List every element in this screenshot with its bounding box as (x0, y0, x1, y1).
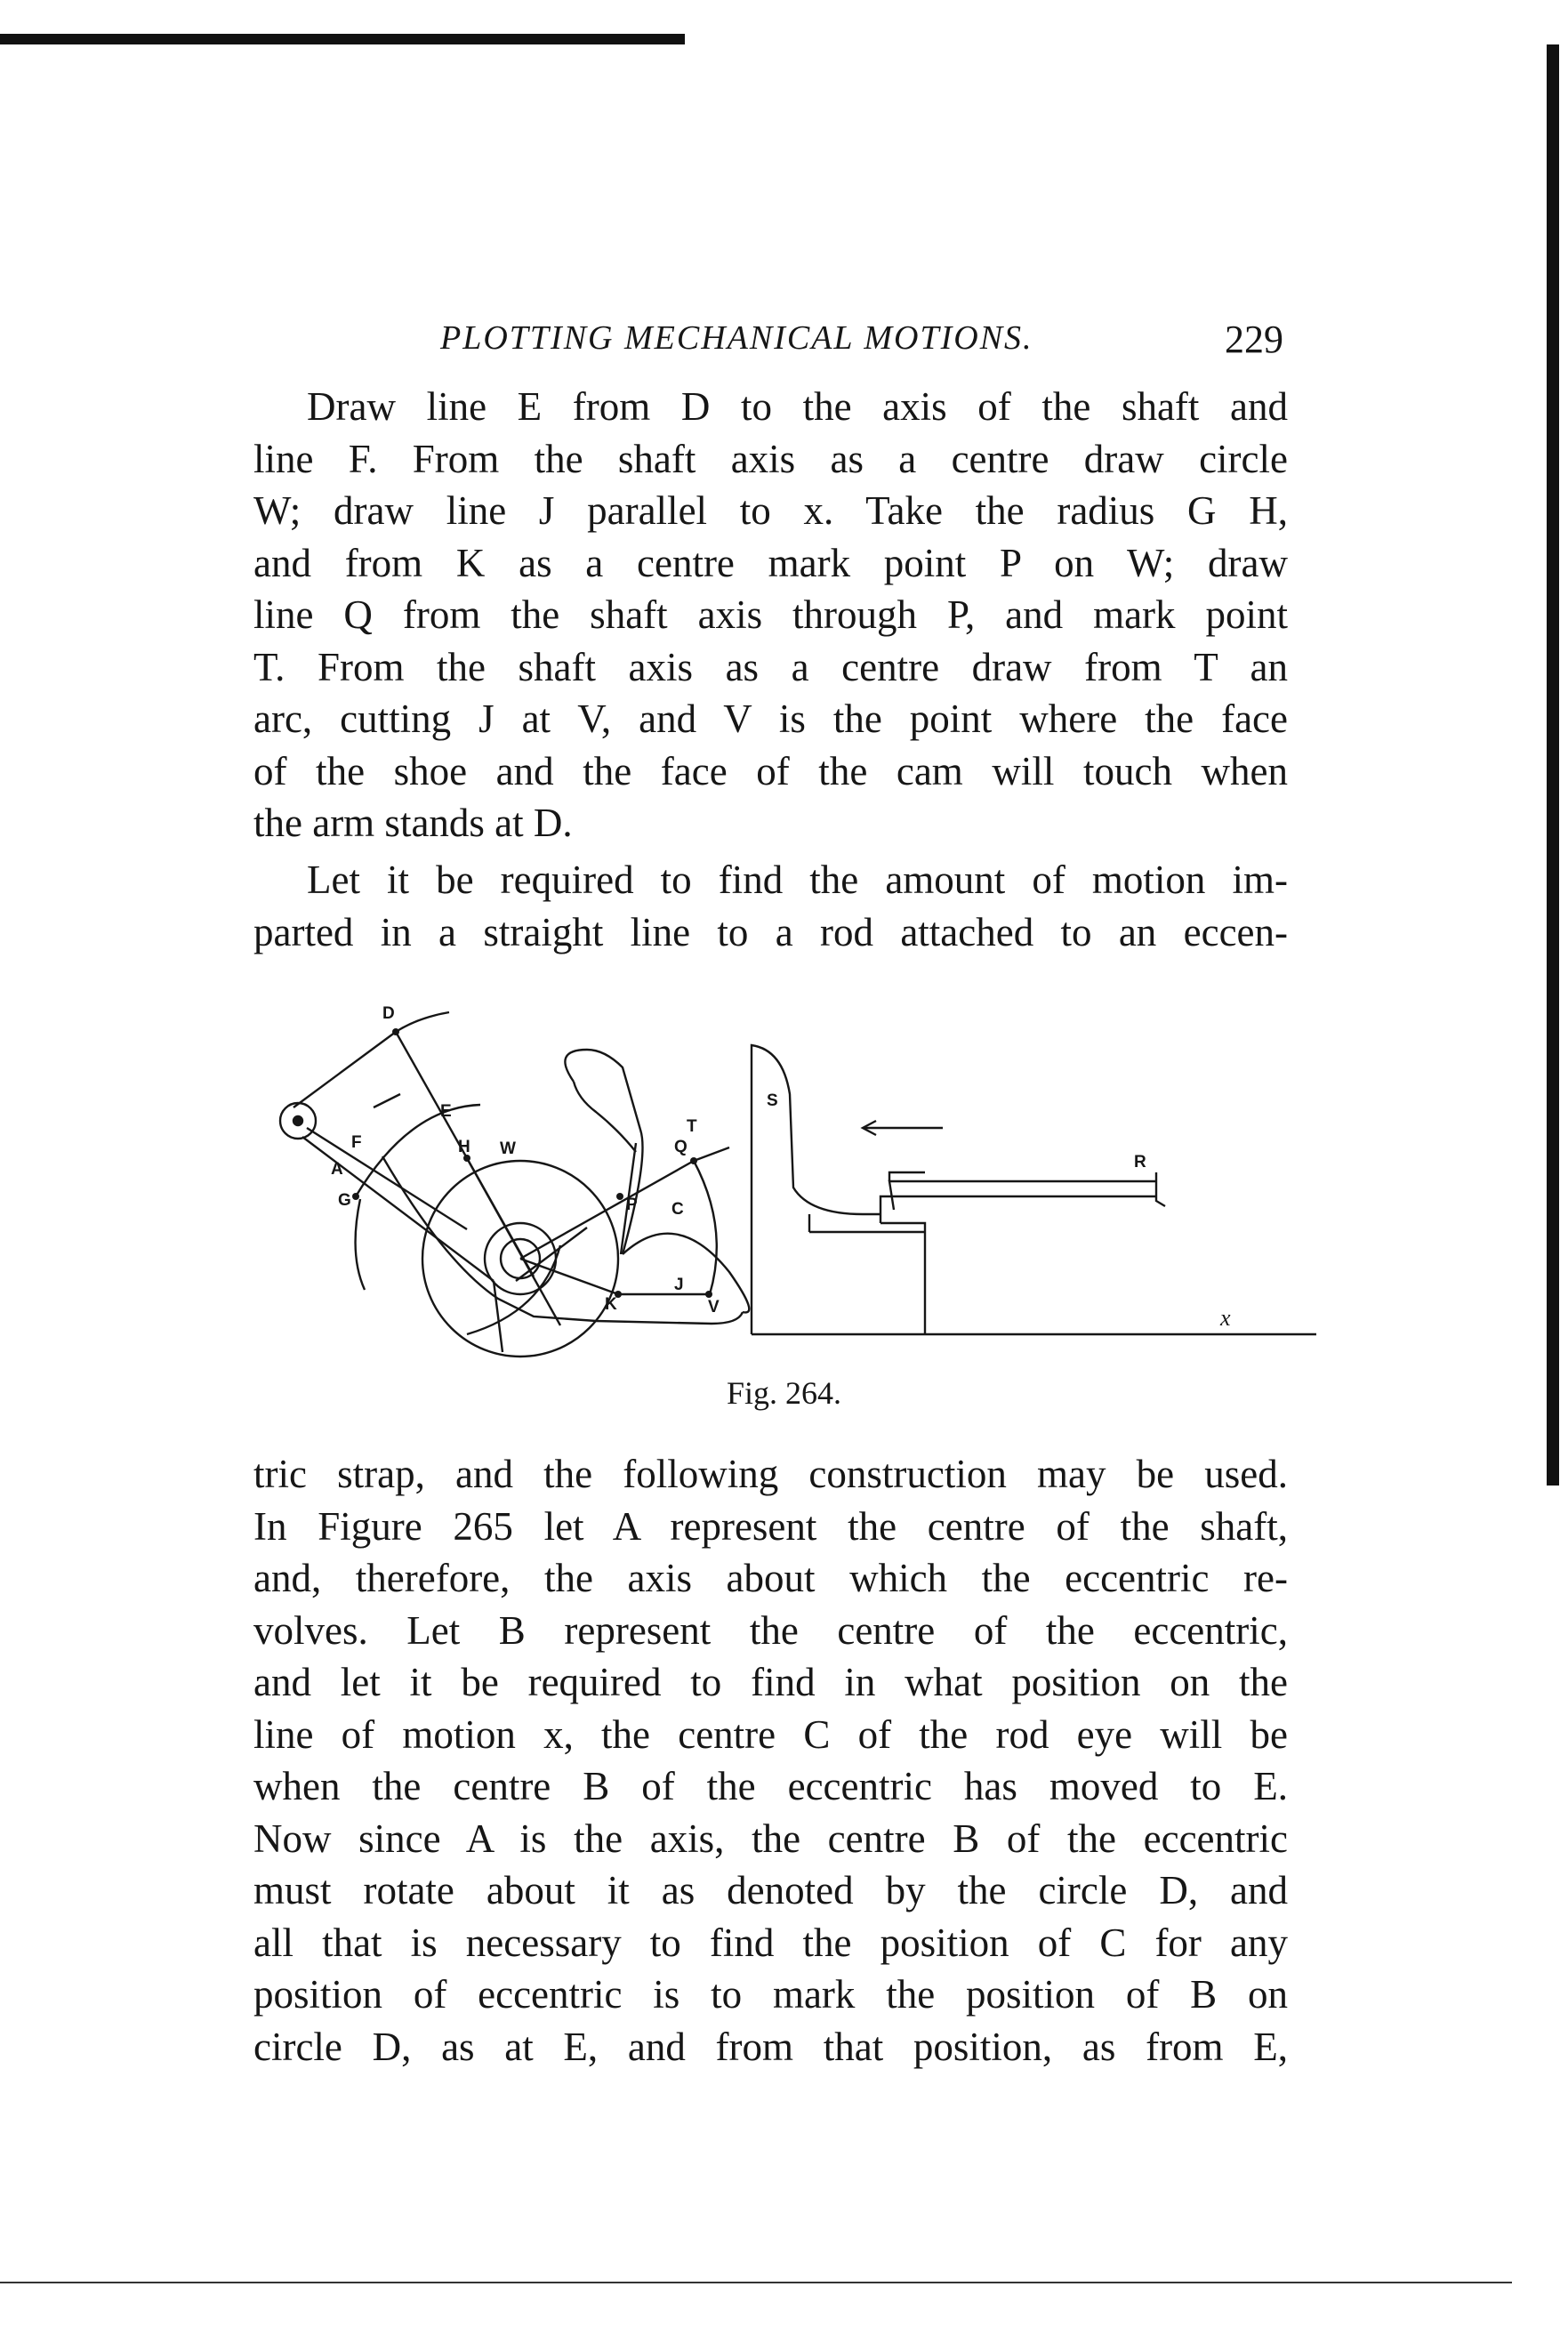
rod-top-lip (889, 1172, 925, 1181)
line-to-axis (494, 1281, 503, 1352)
text-line: position of eccentric is to mark the position of B on (253, 1972, 1288, 2017)
label-S: S (767, 1091, 778, 1110)
paragraph-1 (253, 381, 1288, 849)
label-W: W (500, 1139, 516, 1158)
rod-bracket (880, 1223, 925, 1334)
label-F: F (351, 1133, 362, 1152)
label-A: A (331, 1160, 343, 1179)
cam-profile (623, 1234, 749, 1313)
label-C: C (671, 1200, 684, 1219)
arc-D (396, 1012, 449, 1032)
point-T (690, 1157, 697, 1164)
text-line: line of motion x, the centre C of the rod eye will be (253, 1711, 1288, 1757)
paragraph-3 (253, 1448, 1288, 2073)
label-K: K (605, 1295, 617, 1314)
page-number: 229 (1225, 318, 1283, 361)
line-Q-extension (694, 1147, 729, 1161)
arm-upper-line (293, 1032, 396, 1107)
figure-caption: Fig. 264. (726, 1375, 842, 1411)
point-D (392, 1028, 399, 1035)
text-line: and, therefore, the axis about which the eccentric re- (253, 1556, 1288, 1600)
text-line: must rotate about it as denoted by the circle D, and (253, 1868, 1288, 1912)
text-line: line Q from the shaft axis through P, and mark point (253, 592, 1288, 637)
line-Q (520, 1161, 694, 1259)
page-header (253, 313, 1292, 366)
label-G: G (338, 1191, 351, 1210)
text-line: arc, cutting J at V, and V is the point where the face (253, 696, 1288, 741)
text-line: Now since A is the axis, the centre B of the eccentric (253, 1816, 1288, 1861)
text-line: all that is necessary to find the position of C for any (253, 1920, 1288, 1965)
point-G (352, 1193, 359, 1200)
point-V (705, 1291, 712, 1298)
scan-edge-right (1547, 44, 1559, 1486)
paragraph-2 (253, 854, 1288, 958)
text-line: parted in a straight line to a rod attached to an eccen- (253, 909, 1288, 954)
arc-G-lower (356, 1199, 365, 1290)
line-H (467, 1158, 560, 1325)
text-line: line F. From the shaft axis as a centre draw circle (253, 436, 1288, 481)
line-P (520, 1259, 618, 1294)
cam-lower-edge (382, 1156, 743, 1324)
label-T: T (687, 1117, 697, 1136)
label-D: D (382, 1004, 395, 1023)
shoe-S-outline (752, 1045, 880, 1334)
text-line: and from K as a centre mark point P on W; draw (253, 540, 1288, 585)
text-line: the arm stands at D. (253, 801, 573, 845)
text-line: In Figure 265 let A represent the centre of the shaft, (253, 1503, 1288, 1549)
rod-end (1156, 1172, 1165, 1206)
text-line: when the centre B of the eccentric has moved to E. (253, 1764, 1288, 1808)
label-x: x (1220, 1305, 1231, 1331)
label-R: R (1134, 1153, 1146, 1172)
point-P (616, 1193, 623, 1200)
text-line: circle D, as at E, and from that position, as from E, (253, 2024, 1288, 2069)
label-V: V (708, 1298, 720, 1316)
cam-edge-small (374, 1094, 400, 1107)
text-line: Let it be required to find the amount of motion im- (307, 858, 1288, 902)
label-H: H (458, 1138, 470, 1156)
text-line: Draw line E from D to the axis of the shaft and (307, 384, 1288, 429)
running-title: PLOTTING MECHANICAL MOTIONS. (440, 319, 1033, 357)
label-J: J (674, 1276, 684, 1294)
text-line: tric strap, and the following construction may be used. (253, 1452, 1288, 1496)
scan-edge-top (0, 34, 685, 44)
text-line: T. From the shaft axis as a centre draw from T an (253, 644, 1288, 689)
cam-nose-inner (574, 1082, 636, 1152)
scan-edge-bottom (0, 2282, 1512, 2283)
text-line: W; draw line J parallel to x. Take the radius G H, (253, 488, 1288, 533)
text-line: of the shoe and the face of the cam will touch when (253, 748, 1288, 793)
label-Q: Q (674, 1138, 688, 1156)
line-F (307, 1128, 467, 1229)
cam-nose (565, 1050, 642, 1254)
label-P: P (626, 1196, 638, 1214)
arc-T (694, 1161, 717, 1294)
figure-264 (267, 996, 1316, 1370)
text-line: and let it be required to find in what position on the (253, 1660, 1288, 1704)
shaft-end-dot (293, 1116, 302, 1125)
rod-R-lower (880, 1196, 1156, 1223)
label-E: E (440, 1102, 452, 1121)
text-line: volves. Let B represent the centre of the eccentric, (253, 1607, 1288, 1653)
